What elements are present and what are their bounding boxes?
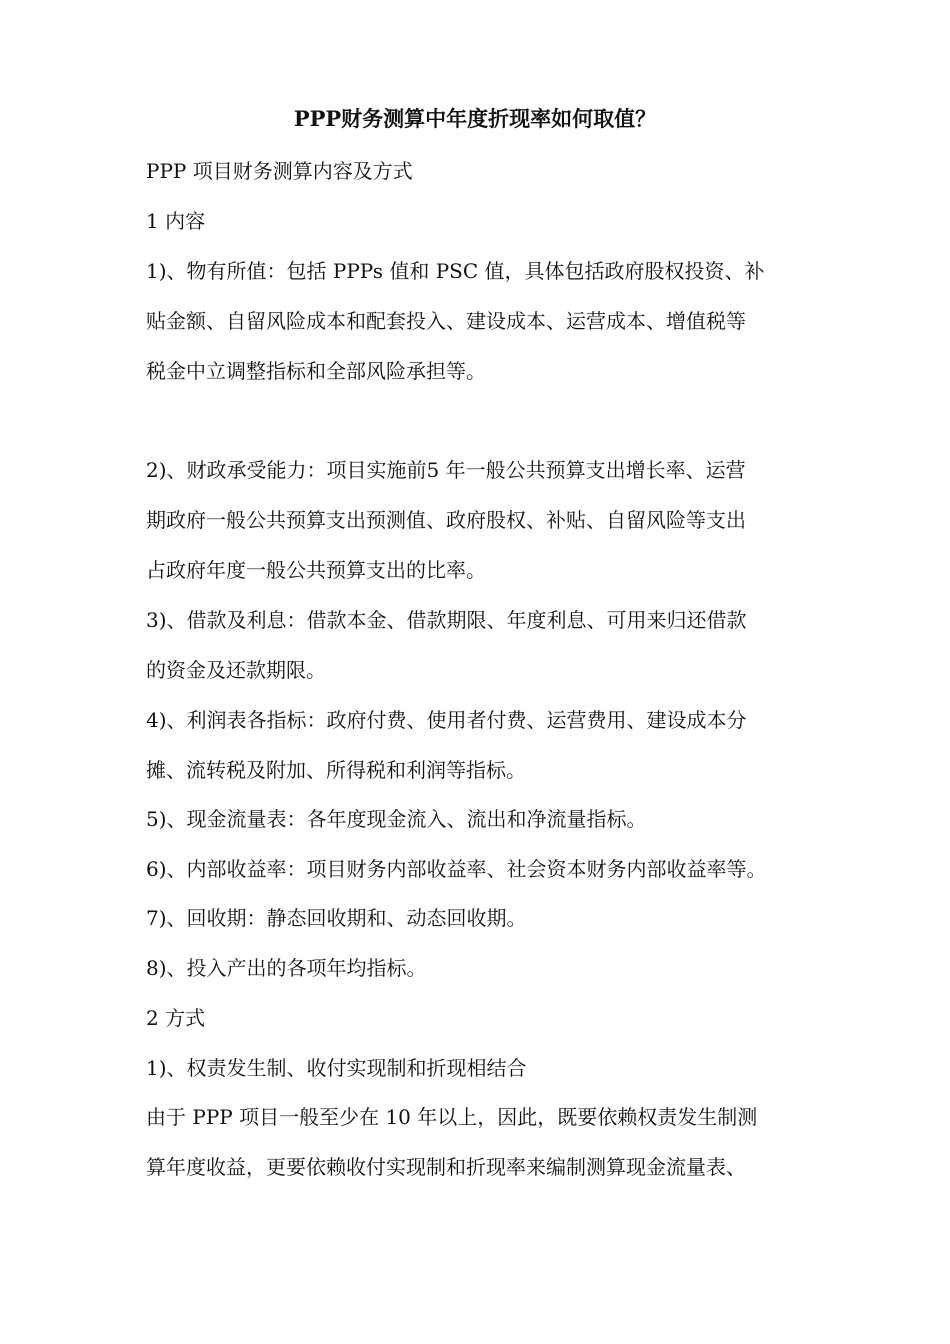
paragraph-line: 4)、利润表各指标：政府付费、使用者付费、运营费用、建设成本分 [146,708,747,732]
paragraph-line: 摊、流转税及附加、所得税和利润等指标。 [146,758,526,782]
paragraph-line: 占政府年度一般公共预算支出的比率。 [146,558,486,582]
paragraph-line: 贴金额、自留风险成本和配套投入、建设成本、运营成本、增值税等 [146,309,746,333]
paragraph-line: 算年度收益，更要依赖收付实现制和折现率来编制测算现金流量表、 [146,1155,746,1179]
paragraph-line: 的资金及还款期限。 [146,658,326,682]
document-title: PPP财务测算中年度折现率如何取值？ [293,106,657,131]
paragraph-line: 由于 PPP 项目一般至少在 10 年以上，因此，既要依赖权责发生制测 [146,1105,758,1129]
paragraph-line: 7)、回收期：静态回收期和、动态回收期。 [146,906,527,930]
paragraph-line: 税金中立调整指标和全部风险承担等。 [146,359,486,383]
section-heading: PPP 项目财务测算内容及方式 [146,159,413,183]
paragraph-line: 5)、现金流量表：各年度现金流入、流出和净流量指标。 [146,807,647,831]
paragraph-line: 2)、财政承受能力：项目实施前5 年一般公共预算支出增长率、运营 [146,458,746,482]
paragraph-line: 1)、权责发生制、收付实现制和折现相结合 [146,1056,527,1080]
paragraph-line: 1)、物有所值：包括 PPPs 值和 PSC 值，具体包括政府股权投资、补 [146,259,765,283]
subsection-heading: 1 内容 [146,209,206,233]
subsection-heading: 2 方式 [146,1006,206,1030]
paragraph-line: 3)、借款及利息：借款本金、借款期限、年度利息、可用来归还借款 [146,608,747,632]
paragraph-line: 6)、内部收益率：项目财务内部收益率、社会资本财务内部收益率等。 [146,857,767,881]
paragraph-line: 8)、投入产出的各项年均指标。 [146,956,427,980]
paragraph-line: 期政府一般公共预算支出预测值、政府股权、补贴、自留风险等支出 [146,508,746,532]
